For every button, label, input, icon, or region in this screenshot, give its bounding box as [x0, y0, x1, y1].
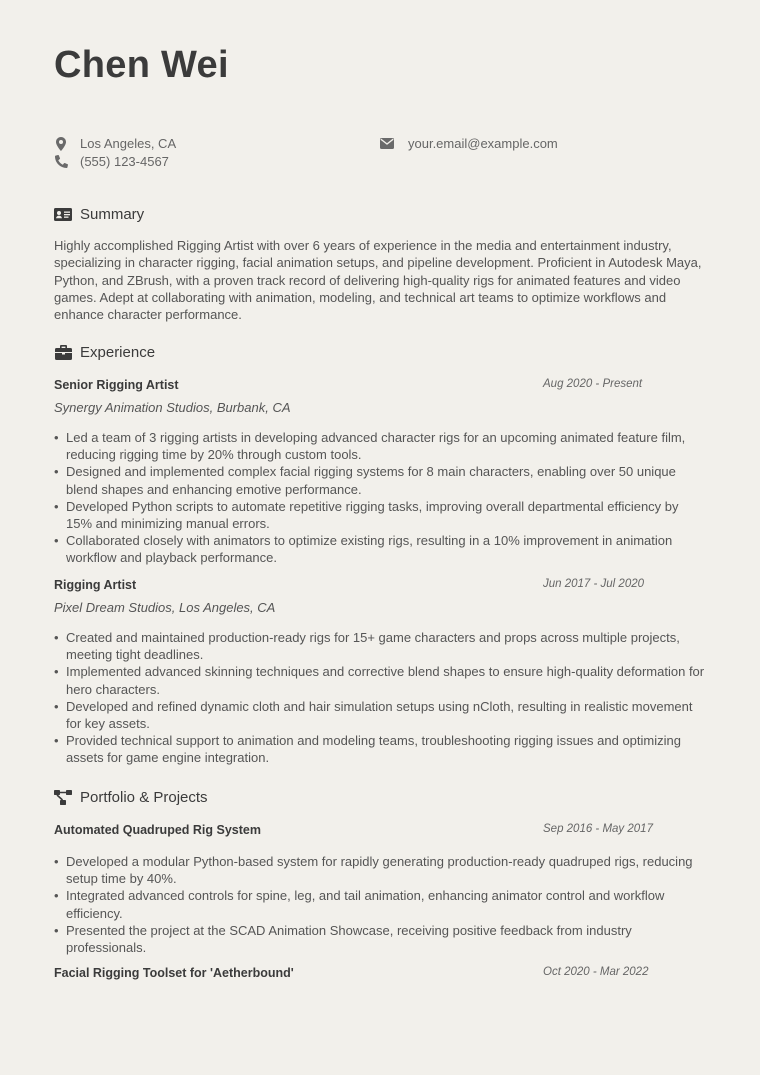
project-date: Oct 2020 - Mar 2022	[543, 966, 649, 978]
summary-text: Highly accomplished Rigging Artist with over 6 years of experience in the media and entertainment industry, specializing in character rigging, facial animation setups, and pipeline development. Proficient in Autodesk Maya, Python, and ZBrush, with a proven track record of delivering high-quality rigs for animated features and video games. Adept at collaborating with animation, modeling, and technical art teams to optimize workflows and enhance character performance.	[54, 238, 702, 323]
list-item: • Led a team of 3 rigging artists in developing advanced character rigs for an upcoming animated feature film, reducing rigging time by 20% through custom tools.	[54, 429, 706, 463]
project-diagram-icon	[54, 790, 72, 806]
briefcase-icon	[54, 345, 72, 361]
job-bullets	[54, 429, 706, 567]
list-item: • Implemented advanced skinning techniques and corrective blend shapes to ensure high-quality deformation for hero characters.	[54, 663, 706, 697]
experience-title: Experience	[80, 344, 156, 361]
job-company: Synergy Animation Studios, Burbank, CA	[54, 400, 291, 415]
job-company: Pixel Dream Studios, Los Angeles, CA	[54, 600, 276, 615]
list-item: • Developed Python scripts to automate repetitive rigging tasks, improving overall departmental efficiency by 15% and minimizing manual errors.	[54, 498, 706, 532]
project-title: Facial Rigging Toolset for 'Aetherbound'	[54, 966, 294, 980]
envelope-icon	[380, 137, 394, 151]
list-item: • Developed and refined dynamic cloth and hair simulation setups using nCloth, resulting in realistic movement for key assets.	[54, 698, 706, 732]
job-bullets	[54, 629, 706, 767]
id-card-icon	[54, 207, 72, 223]
list-item: • Developed a modular Python-based system for rapidly generating production-ready quadruped rigs, reducing setup time by 40%.	[54, 853, 706, 887]
summary-title: Summary	[80, 206, 145, 223]
phone-icon	[54, 155, 68, 169]
job-date: Jun 2017 - Jul 2020	[543, 578, 645, 590]
list-item: • Presented the project at the SCAD Animation Showcase, receiving positive feedback from industry professionals.	[54, 922, 706, 956]
list-item: • Collaborated closely with animators to optimize existing rigs, resulting in a 10% improvement in animation workflow and playback performance.	[54, 532, 706, 566]
location-text: Los Angeles, CA	[80, 136, 177, 151]
experience-heading	[54, 344, 155, 361]
contact-location	[54, 136, 176, 151]
summary-heading	[54, 206, 144, 223]
list-item: • Integrated advanced controls for spine, leg, and tail animation, enhancing animator control and workflow efficiency.	[54, 887, 706, 921]
job-date: Aug 2020 - Present	[543, 378, 643, 390]
job-title: Senior Rigging Artist	[54, 378, 179, 392]
contact-email	[380, 136, 558, 151]
job-title: Rigging Artist	[54, 578, 137, 592]
map-pin-icon	[54, 137, 68, 151]
project-title: Automated Quadruped Rig System	[54, 823, 261, 837]
list-item: • Designed and implemented complex facial rigging systems for 8 main characters, enabling over 50 unique blend shapes and enhancing emotive performance.	[54, 463, 706, 497]
project-date: Sep 2016 - May 2017	[543, 823, 653, 835]
phone-text: (555) 123-4567	[80, 154, 169, 169]
list-item: • Created and maintained production-ready rigs for 15+ game characters and props across multiple projects, meeting tight deadlines.	[54, 629, 706, 663]
contact-phone	[54, 154, 169, 169]
candidate-name: Chen Wei	[54, 44, 229, 86]
list-item: • Provided technical support to animation and modeling teams, troubleshooting rigging issues and optimizing assets for game engine integration.	[54, 732, 706, 766]
email-link[interactable]: your.email@example.com	[408, 136, 558, 151]
portfolio-title: Portfolio & Projects	[80, 789, 208, 806]
portfolio-heading	[54, 789, 208, 806]
project-bullets	[54, 853, 706, 956]
